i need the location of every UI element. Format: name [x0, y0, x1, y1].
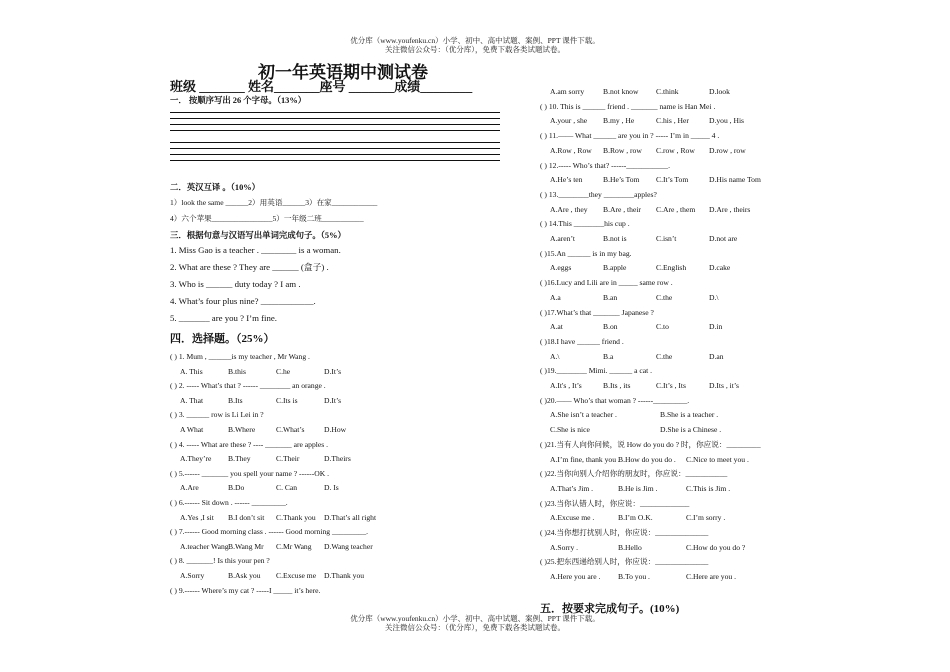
- answer-option[interactable]: B.not is: [603, 234, 627, 243]
- answer-option[interactable]: A.Sorry: [180, 571, 205, 580]
- answer-option[interactable]: A.Sorry .: [550, 542, 579, 552]
- answer-option[interactable]: A.aren’t: [550, 234, 575, 243]
- answer-option[interactable]: B.Its: [228, 395, 243, 405]
- answer-option[interactable]: B.To you .: [618, 572, 650, 582]
- answer-options: [550, 425, 721, 434]
- answer-option[interactable]: D.an: [709, 351, 724, 361]
- question-stem: ( )15.An ______ is in my bag.: [540, 248, 632, 258]
- answer-option[interactable]: D.row , row: [709, 145, 746, 155]
- answer-option[interactable]: B.this: [228, 366, 246, 376]
- answer-option[interactable]: A.Yes ,I sit: [180, 512, 214, 522]
- answer-options: [550, 513, 725, 522]
- answer-option[interactable]: A.Excuse me .: [550, 513, 595, 523]
- question-stem: ( ) 14.This ________his cup .: [540, 219, 630, 229]
- answer-option[interactable]: D.Wang teacher: [324, 541, 373, 551]
- answer-option[interactable]: C.Its is: [276, 395, 298, 405]
- fill-in-sentence: 3. Who is ______ duty today ? I am .: [170, 279, 301, 289]
- answer-option[interactable]: C.How do you do ?: [686, 542, 746, 552]
- answer-option[interactable]: B.not know: [603, 87, 639, 96]
- answer-options: [550, 352, 724, 361]
- question-stem: ( )17.What’s that _______ Japanese ?: [540, 307, 654, 317]
- question-stem: ( ) 8. _______! Is this your pen ?: [170, 556, 270, 566]
- answer-option[interactable]: A.Are , they: [550, 204, 588, 214]
- answer-option[interactable]: C.Are , them: [656, 204, 696, 214]
- section-1-heading: 一． 按顺序写出 26 个字母。（13%）: [170, 96, 307, 105]
- answer-option[interactable]: C.the: [656, 351, 673, 361]
- answer-option[interactable]: B.He is Jim .: [618, 483, 658, 493]
- footer-line-1: 优分库（www.youfenku.cn）小学、初中、高中试题、案例、PPT 课件下载。: [350, 614, 600, 623]
- answer-options: [550, 543, 745, 552]
- answer-option[interactable]: B.I don’t sit: [228, 512, 265, 522]
- answer-option[interactable]: A.He’s ten: [550, 175, 583, 185]
- answer-option[interactable]: A.a: [550, 292, 561, 302]
- footer-line-2: 关注微信公众号：（优分库），免费下载各类试题试卷。: [385, 623, 565, 632]
- answer-options: [550, 572, 736, 581]
- answer-option[interactable]: B.He’s Tom: [603, 175, 640, 185]
- answer-options: [550, 322, 722, 331]
- answer-option[interactable]: D.How: [324, 425, 347, 434]
- answer-option[interactable]: D.in: [709, 322, 723, 332]
- section-3-heading: 三．根据句意与汉语写出单词完成句子。（5%）: [170, 231, 346, 240]
- answer-option[interactable]: B.Are , their: [603, 204, 641, 214]
- answer-option[interactable]: C.English: [656, 263, 687, 273]
- answer-option[interactable]: C.What’s: [276, 425, 305, 434]
- answer-option[interactable]: A.Here you are .: [550, 572, 601, 582]
- question-stem: ( )23.当你认错人时，你应说：_____________: [540, 498, 690, 508]
- answer-option[interactable]: A.teacher Wang: [180, 541, 229, 551]
- answer-options: [550, 116, 744, 125]
- answer-option[interactable]: D.you , His: [709, 116, 745, 126]
- answer-option[interactable]: A.They’re: [180, 454, 212, 464]
- answer-option[interactable]: B.an: [603, 292, 618, 302]
- question-stem: ( ) 1. Mum , ______is my teacher , Mr Wang .: [170, 352, 310, 361]
- answer-option[interactable]: B.Ask you: [228, 571, 261, 580]
- section-4-heading: 四．选择题。（25%）: [170, 333, 275, 345]
- writing-rule: [170, 112, 500, 113]
- answer-option[interactable]: C.I’m sorry .: [686, 513, 726, 523]
- writing-rule: [170, 160, 500, 161]
- answer-option[interactable]: C.think: [656, 87, 679, 96]
- answer-option[interactable]: B.Its , its: [603, 381, 631, 390]
- answer-options: [550, 205, 750, 214]
- answer-option[interactable]: B.She is a teacher .: [660, 410, 719, 420]
- writing-rule: [170, 142, 500, 143]
- answer-option[interactable]: C.Excuse me: [276, 571, 317, 580]
- student-info-line: 班级 _______ 姓名_______座号 _______成绩________: [170, 79, 473, 94]
- answer-option[interactable]: B.How do you do .: [618, 454, 676, 464]
- answer-option[interactable]: B.my , He: [603, 116, 635, 126]
- answer-option[interactable]: D.Theirs: [324, 454, 351, 464]
- answer-option[interactable]: D.Thank you: [324, 571, 365, 580]
- answer-option[interactable]: A.Row , Row: [550, 145, 592, 155]
- answer-option[interactable]: B.I’m O.K.: [618, 513, 653, 523]
- question-stem: ( ) 11.—— What ______ are you in ? ----- I’m in _____ 4 .: [540, 131, 720, 141]
- answer-option[interactable]: B.Hello: [618, 542, 642, 552]
- question-stem: ( ) 4. ----- What are these ? ---- _______ are apples .: [170, 439, 328, 449]
- header-line-2: 关注微信公众号：（优分库），免费下载各类试题试卷。: [385, 45, 565, 54]
- answer-option[interactable]: B.Where: [228, 425, 256, 434]
- answer-options: [180, 425, 346, 434]
- answer-option[interactable]: A. That: [180, 395, 204, 405]
- answer-option[interactable]: B.Row , row: [603, 145, 642, 155]
- question-stem: ( )20.—— Who’s that woman ? ------_________.: [540, 395, 690, 405]
- answer-option[interactable]: D.Are , theirs: [709, 204, 751, 214]
- answer-options: [180, 367, 341, 376]
- answer-option[interactable]: C.his , Her: [656, 116, 689, 126]
- answer-options: [180, 483, 339, 492]
- fill-in-sentence: 2. What are these ? They are ______ (盒子) .: [170, 262, 329, 272]
- answer-option[interactable]: A.at: [550, 322, 563, 332]
- answer-option[interactable]: A.I’m fine, thank you .: [550, 454, 620, 464]
- answer-option[interactable]: D. Is: [324, 483, 339, 493]
- answer-options: [180, 454, 351, 463]
- writing-rule: [170, 148, 500, 149]
- answer-option[interactable]: A.She isn’t a teacher .: [550, 410, 617, 420]
- exam-title: 初一年英语期中测试卷: [258, 63, 428, 82]
- answer-options: [550, 263, 730, 272]
- answer-option[interactable]: D.look: [709, 87, 730, 96]
- section-2-heading: 二．英汉互译 。（10%）: [170, 183, 261, 192]
- answer-options: [550, 146, 746, 155]
- answer-option[interactable]: C.the: [656, 292, 673, 302]
- answer-option[interactable]: A.am sorry: [550, 87, 585, 96]
- question-stem: ( ) 2. ----- What’s that ? ------ ________ an orange .: [170, 381, 326, 391]
- answer-options: [180, 396, 341, 405]
- answer-option[interactable]: D.\: [709, 292, 719, 302]
- translation-line: 4）六个苹果________________5）一年级二班___________: [170, 214, 364, 223]
- writing-rule: [170, 118, 500, 119]
- section-5-heading: 五．按要求完成句子。(10%): [540, 603, 680, 615]
- answer-option[interactable]: C.Their: [276, 454, 300, 464]
- translation-line: 1）look the same ______2）用英语______3）在家____________: [170, 198, 378, 207]
- answer-option[interactable]: A What: [180, 425, 204, 434]
- answer-option[interactable]: D.That’s all right: [324, 512, 377, 522]
- question-stem: ( )16.Lucy and Lili are in _____ same row .: [540, 278, 673, 288]
- answer-option[interactable]: D.It’s: [324, 395, 342, 405]
- answer-option[interactable]: D.cake: [709, 263, 731, 273]
- question-stem: ( ) 7.------ Good morning class . ------ Good morning _________.: [170, 527, 369, 537]
- answer-options: [180, 571, 364, 580]
- answer-option[interactable]: B.Do: [228, 483, 245, 493]
- answer-option[interactable]: A.It's , It’s: [550, 381, 582, 390]
- answer-option[interactable]: C.It’s , Its: [656, 381, 686, 390]
- question-stem: ( ) 5.------ _______ you spell your name ? ------OK .: [170, 468, 329, 478]
- answer-options: [550, 381, 739, 390]
- answer-option[interactable]: B.on: [603, 322, 618, 332]
- writing-rule: [170, 124, 500, 125]
- question-stem: ( )25.把东西递给别人时，你应说：______________: [540, 557, 709, 567]
- answer-options: [180, 513, 376, 522]
- answer-option[interactable]: C.to: [656, 322, 669, 332]
- answer-option[interactable]: C.It’s Tom: [656, 175, 689, 185]
- answer-option[interactable]: A. This: [180, 366, 203, 376]
- question-stem: ( )18.I have ______ friend .: [540, 336, 624, 346]
- answer-option[interactable]: C.Nice to meet you .: [686, 454, 749, 464]
- answer-options: [550, 87, 730, 96]
- header-line-1: 优分库（www.youfenku.cn）小学、初中、高中试题、案例、PPT 课件下载。: [350, 36, 600, 45]
- answer-option[interactable]: C. Can: [276, 483, 298, 493]
- answer-option[interactable]: B.apple: [603, 263, 627, 273]
- fill-in-sentence: 4. What’s four plus nine? ____________.: [170, 296, 316, 306]
- answer-option[interactable]: C.Thank you: [276, 512, 316, 522]
- answer-options: [550, 455, 749, 464]
- answer-option[interactable]: C.She is nice: [550, 425, 590, 435]
- question-stem: ( ) 3. ______ row is Li Lei in ?: [170, 410, 264, 420]
- answer-option[interactable]: C.Here are you .: [686, 572, 736, 582]
- answer-options: [550, 234, 737, 243]
- question-stem: ( )21.当有人向你问候，说 How do you do ? 时，你应说：_________: [540, 439, 761, 449]
- answer-option[interactable]: D.Its , it’s: [709, 381, 739, 390]
- writing-rule: [170, 154, 500, 155]
- answer-option[interactable]: D.His name Tom: [709, 175, 761, 185]
- answer-option[interactable]: C.he: [276, 366, 291, 376]
- answer-option[interactable]: C.row , Row: [656, 145, 695, 155]
- question-stem: ( ) 12.----- Who’s that? ------___________.: [540, 160, 670, 170]
- answer-option[interactable]: A.\: [550, 351, 560, 361]
- answer-option[interactable]: D.It’s: [324, 366, 342, 376]
- answer-option[interactable]: A.eggs: [550, 263, 572, 273]
- answer-option[interactable]: C.Mr Wang: [276, 541, 312, 551]
- answer-option[interactable]: A.Are: [180, 483, 199, 493]
- page-footer: [0, 614, 950, 632]
- page-header: [0, 36, 950, 54]
- answer-options: [550, 410, 718, 419]
- question-stem: ( ) 9.------ Where’s my cat ? -----I _____ it’s here.: [170, 585, 321, 595]
- question-stem: ( )24.当你想打扰别人时，你应说：______________: [540, 528, 709, 537]
- fill-in-sentence: 5. _______ are you ? I’m fine.: [170, 313, 277, 323]
- answer-option[interactable]: B.Wang Mr: [228, 541, 264, 551]
- question-stem: ( )19.________ Mimi. ______ a cat .: [540, 366, 652, 376]
- answer-options: [550, 293, 719, 302]
- question-stem: ( ) 6.------ Sit down . ------ _________.: [170, 498, 288, 507]
- question-stem: ( ) 13.________they ________apples?: [540, 189, 657, 199]
- answer-option[interactable]: C.This is Jim .: [686, 483, 731, 493]
- question-stem: ( )22.当你向别人介绍你的朋友时，你应说：___________: [540, 469, 728, 479]
- answer-option[interactable]: D.not are: [709, 234, 738, 243]
- answer-option[interactable]: C.isn’t: [656, 234, 677, 243]
- answer-option[interactable]: B.a: [603, 351, 614, 361]
- fill-in-sentence: 1. Miss Gao is a teacher . ________ is a woman.: [170, 245, 341, 255]
- answer-option[interactable]: A.your , she: [550, 116, 588, 126]
- answer-option[interactable]: A.That’s Jim .: [550, 483, 594, 493]
- answer-option[interactable]: B.They: [228, 454, 251, 464]
- answer-options: [550, 484, 730, 493]
- writing-rule: [170, 130, 500, 131]
- answer-option[interactable]: D.She is a Chinese .: [660, 425, 722, 435]
- question-stem: ( ) 10. This is ______ friend . _______ name is Han Mei .: [540, 101, 716, 111]
- answer-options: [180, 542, 373, 551]
- answer-options: [550, 175, 761, 184]
